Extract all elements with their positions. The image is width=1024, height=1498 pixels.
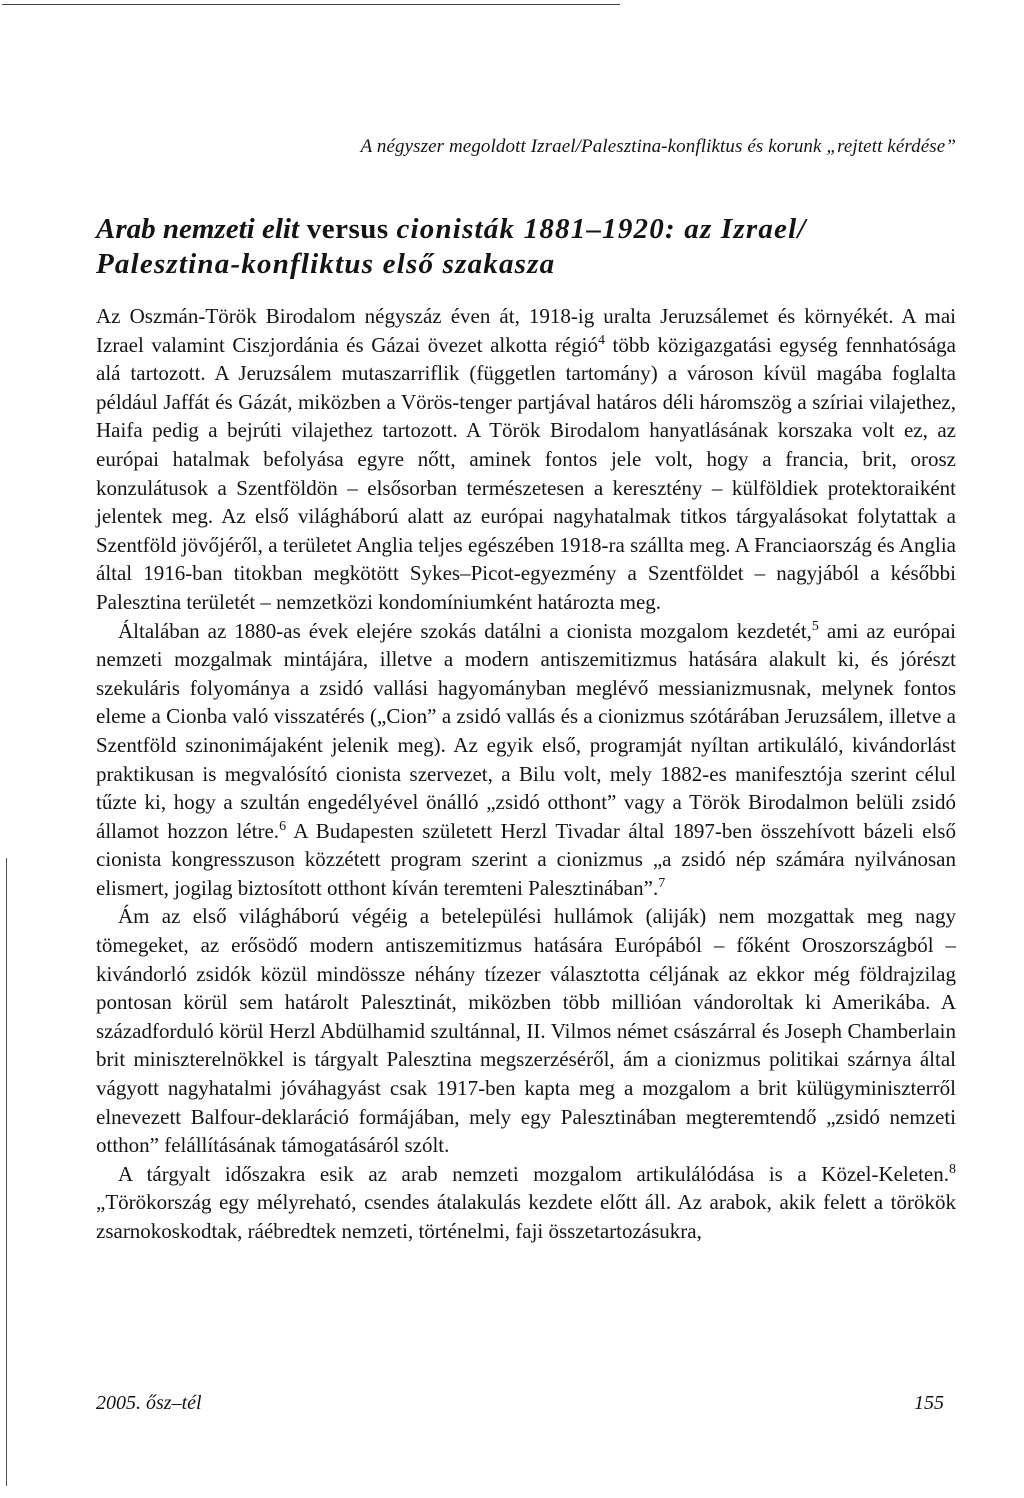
footnote-ref-4: 4 (597, 332, 605, 348)
page-number: 155 (914, 1392, 944, 1414)
body-text (96, 302, 956, 1246)
paragraph-2 (96, 617, 956, 903)
paragraph-4-text-a: A tárgyalt időszakra esik az arab nemzeti mozgalom artikulálódása is a Közel-Keleten. (118, 1161, 949, 1186)
footnote-ref-7: 7 (658, 875, 666, 891)
paragraph-2-text-c: A Budapesten született Herzl Tivadar által 1897-ben összehívott bázeli első cionista kongresszuson közzétett program szerint a cionizmus „a zsidó nép számára nyilvánosan elismert, jogilag biztosított otthont kíván teremteni Palesztinában”. (96, 818, 956, 900)
footnote-ref-8: 8 (949, 1161, 956, 1177)
heading-part-1: Arab nemzeti elit (96, 213, 299, 245)
top-edge-rule (2, 4, 620, 5)
paragraph-1 (96, 302, 956, 617)
paragraph-3-text-a: Ám az első világháború végéig a betelepülési hullámok (aliják) nem mozgattak meg nagy tömegeket, az erősödő modern antiszemitizmus hatására Európából – főként Oroszországból – kivándorló zsidók közül mindössze néhány tízezer választotta céljának az ekkor még földrajzilag pontosan körül sem határolt Palesztinát, miközben több millióan vándoroltak ki Amerikába. A századforduló körül Herzl Abdülhamid szultánnal, II. Vilmos német császárral és Joseph Chamberlain brit miniszterelnökkel is tárgyalt Palesztina megszerzéséről, ám a cionizmus politikai szárnya által vágyott nagyhatalmi jóváhagyást csak 1917-ben kapta meg a mozgalom a brit külügyminiszterről elnevezett Balfour-deklaráció formájában, mely egy Palesztinában megteremtendő „zsidó nemzeti otthon” felállításának támogatásáról szólt. (96, 904, 956, 1158)
paragraph-4 (96, 1160, 956, 1246)
paragraph-1-text-b: több közigazgatási egység fennhatósága alá tartozott. A Jeruzsálem mutaszarriflik (független tartomány) a városon kívül magába foglalta például Jaffát és Gázát, miközben a Vörös-tenger partjával határos déli háromszög a szíriai vilajethez, Haifa pedig a bejrúti vilajethez tartozott. A Török Birodalom hanyatlásának korszaka volt ez, az európai hatalmak befolyása egyre nőtt, aminek fontos jele volt, hogy a francia, brit, orosz konzulátusok a Szentföldön – elsősorban természetesen a keresztény – külföldiek protektoraiként jelentek meg. Az első világháború alatt az európai nagyhatalmak titkos tárgyalásokat folytattak a Szentföld jövőjéről, a területet Anglia teljes egészében 1918-ra szállta meg. A Franciaország és Anglia által 1916-ban titokban megkötött Sykes–Picot-egyezmény a Szentföldet – nagyjából a későbbi Palesztina területét – nemzetközi kondomíniumként határozta meg. (96, 332, 956, 614)
paragraph-1-text-a: Az Oszmán-Török Birodalom négyszáz éven át, 1918-ig uralta Jeruzsálemet és környékét. A mai Izrael valamint Ciszjordánia és Gázai övezet alkotta régió (96, 304, 956, 357)
footnote-ref-6: 6 (279, 818, 287, 834)
paragraph-2-text-b: ami az európai nemzeti mozgalmak mintájára, illetve a modern antiszemitizmus hatására alakult ki, és jórészt szekuláris folyománya a zsidó vallási hagyományban meglévő messianizmusnak, melynek fontos eleme a Cionba való visszatérés („Cion” a zsidó vallás és a cionizmus szótárában Jeruzsálem, illetve a Szentföld szinonimájaként jelenik meg). Az egyik első, programját nyíltan artikuláló, kivándorlást praktikusan is megvalósító cionista szervezet, a Bilu volt, mely 1882-es manifesztója szerint célul tűzte ki, hogy a szultán engedélyével önálló „zsidó otthont” vagy a Török Birodalmon belüli zsidó államot hozzon létre. (96, 618, 956, 843)
heading-versus: versus (299, 213, 397, 245)
paragraph-4-text-b: „Törökország egy mélyreható, csendes átalakulás kezdete előtt áll. Az arabok, akik felett a törökök zsarnokoskodtak, ráébredtek nemzeti, történelmi, faji összetartozásukra, (96, 1190, 956, 1243)
footnote-ref-5: 5 (811, 618, 819, 634)
left-margin-rule (6, 858, 7, 1486)
paragraph-2-text-a: Általában az 1880-as évek elejére szokás datálni a cionista mozgalom kezdetét, (118, 618, 812, 643)
heading-part-3: cionisták 1881–1920: az Izrael/ Palesztina-konfliktus első szakasza (96, 213, 807, 280)
running-head: A négyszer megoldott Izrael/Palesztina-konfliktus és korunk „rejtett kérdése” (360, 136, 956, 157)
section-heading (96, 212, 956, 282)
paragraph-3 (96, 902, 956, 1159)
issue-label: 2005. ősz–tél (96, 1392, 202, 1414)
